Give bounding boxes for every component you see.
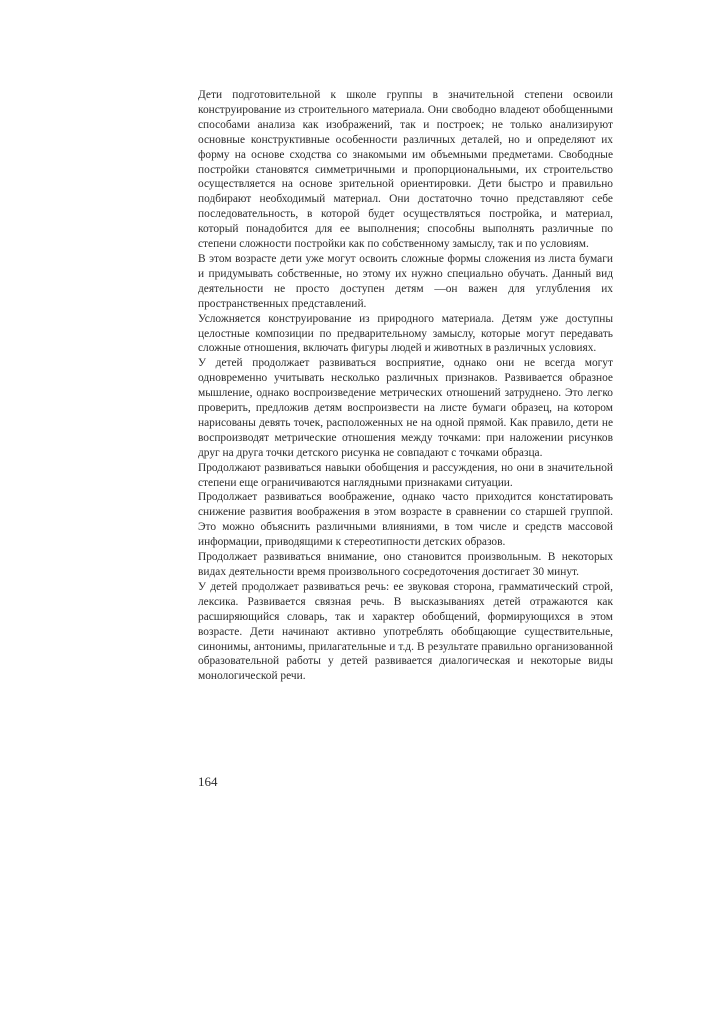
paragraph-attention: Продолжает развиваться внимание, оно становится произвольным. В некоторых видах деятельности время произвольного сосредоточения достигает 30 минут. bbox=[198, 551, 613, 578]
body-text bbox=[198, 88, 613, 684]
paragraph-generalization: Продолжают развиваться навыки обобщения и рассуждения, но они в значительной степени еще ограничиваются наглядными признаками ситуации. bbox=[198, 461, 613, 489]
paragraph-speech: У детей продолжает развиваться речь: ее звуковая сторона, грамматический строй, лексика. Развивается связная речь. В высказываниях детей отражаются как расширяющийся словарь, так и характер обобщений, формирующихся в этом возрасте. Дети начинают активно употреблять обобщающие существительные, синонимы, антонимы, прилагательные и т.д. В результате правильно организованной образовательной работы у детей развивается диалогическая и некоторые виды монологической речи. bbox=[198, 580, 613, 683]
paragraph-imagination: Продолжает развиваться воображение, однако часто приходится констатировать снижение развития воображения в этом возрасте в сравнении со старшей группой. Это можно объяснить различными влияниями, в том числе и средств массовой информации, приводящими к стереотипности детских образов. bbox=[198, 491, 613, 549]
paragraph-perception: У детей продолжает развиваться восприятие, однако они не всегда могут одновременно учитывать несколько различных признаков. Развивается образное мышление, однако воспроизведение метрических отношений затруднено. Это легко проверить, предложив детям воспроизвести на листе бумаги образец, на котором нарисованы девять точек, расположенных не на одной прямой. Как правило, дети не воспроизводят метрические отношения между точками: при наложении рисунков друг на друга точки детского рисунка не совпадают с точками образца. bbox=[198, 357, 613, 459]
paragraph-construction: Дети подготовительной к школе группы в значительной степени освоили конструирование из строительного материала. Они свободно владеют обобщенными способами анализа как изображений, так и построек; не только анализируют основные конструктивные особенности различных деталей, но и определяют их форму на основе сходства со знакомыми им объемными предметами. Свободные постройки становятся симметричными и пропорциональными, их строительство осуществляется на основе зрительной ориентировки. Дети быстро и правильно подбирают необходимый материал. Они достаточно точно представляют себе последовательность, в которой будет осуществляться постройка, и материал, который понадобится для ее выполнения; способны выполнять различные по степени сложности постройки как по собственному замыслу, так и по условиям. bbox=[198, 89, 613, 251]
paragraph-paper-folding: В этом возрасте дети уже могут освоить сложные формы сложения из листа бумаги и придумывать собственные, но этому их нужно специально обучать. Данный вид деятельности не просто доступен детям —он важен для углубления их пространственных представлений. bbox=[198, 252, 613, 310]
paragraph-natural-material: Усложняется конструирование из природного материала. Детям уже доступны целостные композиции по предварительному замыслу, которые могут передавать сложные отношения, включать фигуры людей и животных в различных условиях. bbox=[198, 312, 613, 355]
page-number: 164 bbox=[198, 774, 218, 789]
